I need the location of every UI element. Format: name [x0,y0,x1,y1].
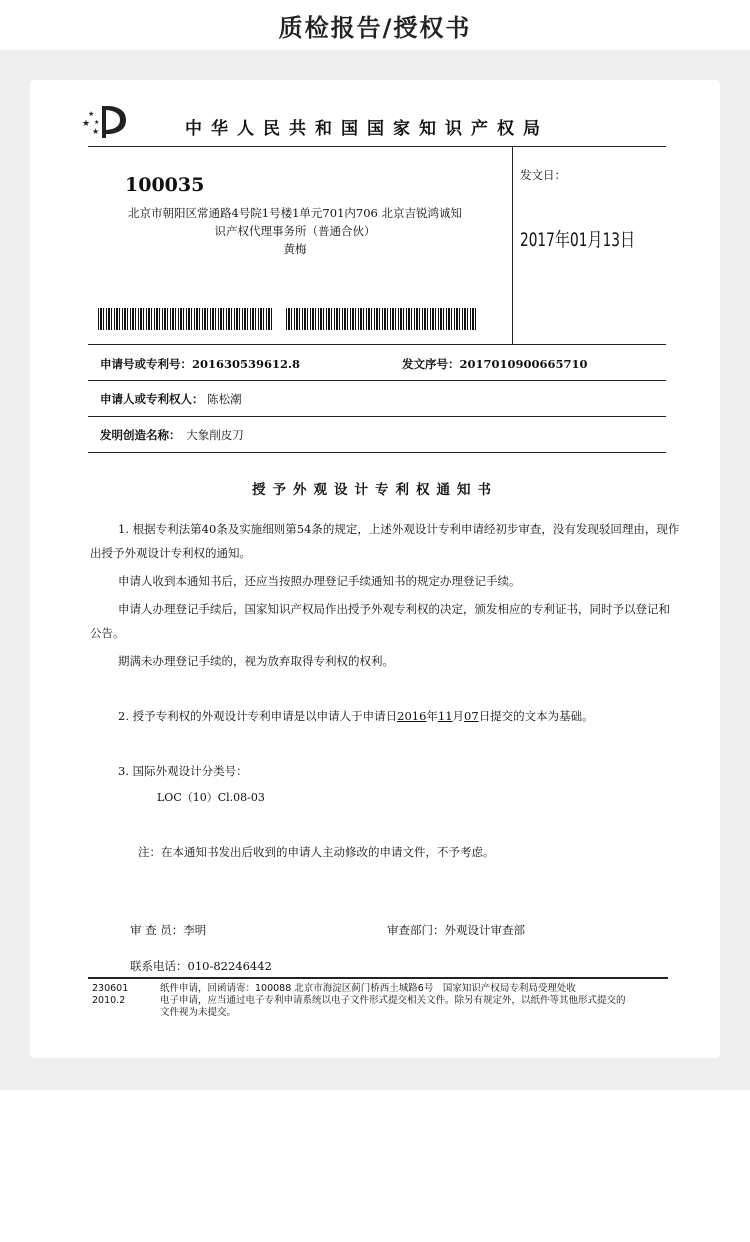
month: 11 [437,709,453,723]
notice-title: 授予外观设计专利权通知书 [252,482,498,498]
application-no: 201630539612.8 [192,357,301,371]
serial-no-row [402,356,588,372]
form-version: 2010.2 [92,995,126,1006]
loc-classification: LOC（10）Cl.08-03 [157,791,265,804]
invention-row [100,427,244,443]
department: 审查部门：外观设计审查部 [387,923,525,937]
document-card [30,80,720,1058]
svg-text:★: ★ [88,110,95,118]
text: 年 [426,709,438,723]
paragraph-2 [118,709,594,723]
paragraph-3: 3. 国际外观设计分类号： [118,764,248,778]
text-line: 申请人办理登记手续后，国家知识产权局作出授予外观专利权的决定，颁发相应的专利证书，同时予以登记和 [118,602,670,616]
text: 2. 授予专利权的外观设计专利申请是以申请人于申请日 [118,709,398,723]
footer-text [160,983,680,1019]
text-line: 申请人收到本通知书后，还应当按照办理登记手续通知书的规定办理登记手续。 [118,574,521,588]
footer-line: 电子申请，应当通过电子专利申请系统以电子文件形式提交相关文件。除另有规定外，以纸件等其他形式提交的 [160,995,626,1006]
text-line: 出授予外观设计专利权的通知。 [90,546,251,560]
text: 月 [452,709,465,723]
text: 日提交的文本为基础。 [478,709,594,723]
examiner: 审 查 员：李明 [130,923,207,937]
svg-text:★: ★ [94,119,100,126]
barcode [286,308,476,330]
serial-no: 2017010900665710 [459,357,588,371]
footer-codes [92,983,128,1007]
paragraph-1 [90,517,680,673]
day: 07 [464,709,479,723]
barcode [98,308,273,330]
footer-line: 纸件申请，回函请寄：100088 北京市海淀区蓟门桥西土城路6号 国家知识产权局专利局受理处收 [160,983,576,994]
text-line: 期满未办理登记手续的，视为放弃取得专利权的权利。 [118,654,394,668]
applicant-row [100,391,242,407]
text-line: 公告。 [90,626,125,640]
svg-text:★: ★ [92,127,100,136]
issue-date: 2017年01月13日 [520,229,636,251]
phone: 联系电话：010-82246442 [130,959,272,973]
application-no-row [100,356,300,372]
page-title: 质检报告/授权书 [278,13,472,42]
address-line: 识产权代理事务所（普通合伙） [214,224,376,238]
issue-date-label: 发文日： [520,168,566,182]
text-line: 1. 根据专利法第40条及实施细则第54条的规定，上述外观设计专利申请经初步审查，没有发现驳回理由，现作 [118,522,680,536]
applicant: 陈松潮 [207,392,242,406]
serial-no-label: 发文序号： [402,357,460,371]
form-code: 230601 [92,983,129,994]
address [100,204,490,258]
invention-label: 发明创造名称： [100,428,175,442]
address-line: 北京市朝阳区常通路4号院1号楼1单元701内706 北京吉锐鸿诚知 [127,206,462,220]
footer-line: 文件视为未提交。 [160,1007,237,1018]
note: 注：在本通知书发出后收到的申请人主动修改的申请文件，不予考虑。 [138,845,495,859]
year: 2016 [397,709,427,723]
address-line: 黄梅 [283,242,307,256]
office-name: 中华人民共和国国家知识产权局 [185,119,549,139]
postcode: 100035 [125,174,205,196]
svg-text:★: ★ [82,119,91,129]
application-no-label: 申请号或专利号： [100,357,192,371]
applicant-label: 申请人或专利权人： [100,392,204,406]
cnipa-logo-icon [80,102,132,140]
invention-name: 大象削皮刀 [186,428,244,442]
